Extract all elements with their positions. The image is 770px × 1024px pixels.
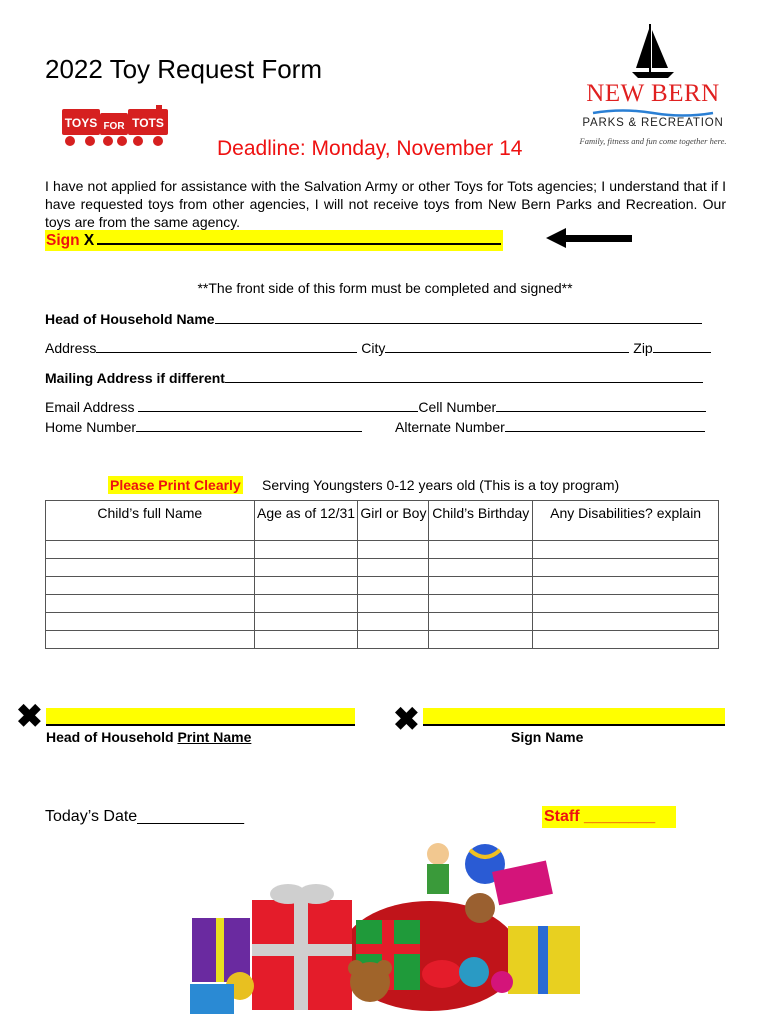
- cell-name[interactable]: [46, 577, 255, 595]
- todays-date-field[interactable]: [45, 808, 244, 826]
- cell-disabilities[interactable]: [533, 559, 719, 577]
- table-row: [46, 613, 719, 631]
- cell-name[interactable]: [46, 541, 255, 559]
- new-bern-subtitle: PARKS & RECREATION: [582, 117, 724, 129]
- staff-field[interactable]: [542, 806, 676, 828]
- cell-blank[interactable]: [496, 399, 706, 412]
- gifts-illustration: [180, 836, 590, 1016]
- staff-label: Staff: [544, 808, 580, 825]
- alternate-blank[interactable]: [505, 419, 705, 432]
- cell-gender[interactable]: [358, 559, 429, 577]
- cell-age[interactable]: [254, 559, 358, 577]
- sign-name-line[interactable]: [423, 708, 725, 726]
- home-label: Home Number: [45, 419, 137, 435]
- cell-age[interactable]: [254, 541, 358, 559]
- cell-gender[interactable]: [358, 577, 429, 595]
- svg-text:TOYS: TOYS: [64, 116, 98, 130]
- cell-birthday[interactable]: [429, 577, 533, 595]
- cell-birthday[interactable]: [429, 631, 533, 649]
- address-label: Address: [45, 340, 97, 356]
- print-name-label: [46, 729, 251, 745]
- svg-text:TOTS: TOTS: [132, 116, 164, 130]
- mailing-address-label: Mailing Address if different: [45, 370, 225, 386]
- cell-name[interactable]: [46, 559, 255, 577]
- head-of-household-blank[interactable]: [215, 311, 702, 324]
- cell-age[interactable]: [254, 595, 358, 613]
- email-blank[interactable]: [138, 399, 418, 412]
- cell-gender[interactable]: [358, 631, 429, 649]
- cell-disabilities[interactable]: [533, 595, 719, 613]
- home-alternate-field[interactable]: [45, 418, 705, 436]
- x-mark-icon: ✖: [393, 701, 420, 737]
- mailing-address-field[interactable]: [45, 369, 703, 387]
- cell-birthday[interactable]: [429, 541, 533, 559]
- head-of-household-label: Head of Household Name: [45, 311, 215, 327]
- cell-disabilities[interactable]: [533, 577, 719, 595]
- table-row: [46, 559, 719, 577]
- front-side-note: **The front side of this form must be completed and signed**: [197, 280, 573, 296]
- svg-text:FOR: FOR: [103, 121, 125, 132]
- table-row: [46, 595, 719, 613]
- table-row: [46, 577, 719, 595]
- sign-label: Sign: [46, 232, 80, 249]
- cell-gender[interactable]: [358, 541, 429, 559]
- form-title: 2022 Toy Request Form: [45, 54, 322, 84]
- col-child-name: Child’s full Name: [46, 501, 255, 541]
- cell-birthday[interactable]: [429, 613, 533, 631]
- zip-blank[interactable]: [653, 340, 711, 353]
- cell-disabilities[interactable]: [533, 541, 719, 559]
- left-arrow-icon: [546, 226, 634, 250]
- cell-name[interactable]: [46, 595, 255, 613]
- table-row: [46, 541, 719, 559]
- todays-date-label: Today’s Date: [45, 808, 138, 825]
- todays-date-blank[interactable]: ____________: [137, 808, 244, 825]
- zip-label: Zip: [633, 340, 653, 356]
- deadline: Deadline: Monday, November 14: [217, 137, 523, 160]
- print-name-line[interactable]: [46, 708, 355, 726]
- cell-gender[interactable]: [358, 613, 429, 631]
- mailing-address-blank[interactable]: [225, 370, 703, 383]
- head-of-household-field[interactable]: [45, 310, 702, 328]
- alternate-label: Alternate Number: [395, 419, 505, 435]
- cell-gender[interactable]: [358, 595, 429, 613]
- cell-age[interactable]: [254, 577, 358, 595]
- cell-birthday[interactable]: [429, 595, 533, 613]
- col-disabilities: Any Disabilities? explain: [533, 501, 719, 541]
- new-bern-tagline: Family, fitness and fun come together here.: [579, 136, 727, 146]
- new-bern-logo: [578, 20, 728, 150]
- email-label: Email Address: [45, 399, 135, 415]
- table-header-row: [46, 501, 719, 541]
- toys-for-tots-logo: [60, 105, 172, 151]
- city-blank[interactable]: [385, 340, 629, 353]
- cell-age[interactable]: [254, 613, 358, 631]
- address-blank[interactable]: [96, 340, 357, 353]
- new-bern-name: NEW BERN: [586, 80, 720, 107]
- email-cell-field[interactable]: [45, 398, 706, 416]
- cell-birthday[interactable]: [429, 559, 533, 577]
- print-name-suffix: Print Name: [177, 729, 252, 745]
- signature-blank[interactable]: [97, 231, 501, 245]
- print-name-prefix: Head of Household: [46, 729, 178, 745]
- col-gender: Girl or Boy: [358, 501, 429, 541]
- x-mark-icon: ✖: [16, 698, 43, 734]
- cell-name[interactable]: [46, 613, 255, 631]
- cell-disabilities[interactable]: [533, 613, 719, 631]
- cell-disabilities[interactable]: [533, 631, 719, 649]
- home-blank[interactable]: [136, 419, 362, 432]
- address-field[interactable]: [45, 339, 711, 357]
- children-table: [45, 500, 719, 649]
- table-row: [46, 631, 719, 649]
- cell-age[interactable]: [254, 631, 358, 649]
- city-label: City: [361, 340, 386, 356]
- col-age: Age as of 12/31: [254, 501, 358, 541]
- cell-label: Cell Number: [418, 399, 497, 415]
- sign-x: X: [83, 232, 95, 249]
- agreement-sign-line[interactable]: [45, 230, 503, 251]
- cell-name[interactable]: [46, 631, 255, 649]
- staff-blank[interactable]: ________: [584, 808, 656, 825]
- serving-note: Serving Youngsters 0-12 years old (This is a toy program): [262, 477, 620, 493]
- sign-name-label: Sign Name: [511, 729, 584, 745]
- col-birthday: Child’s Birthday: [429, 501, 533, 541]
- please-print-clearly: Please Print Clearly: [110, 477, 241, 493]
- agreement-text: I have not applied for assistance with the Salvation Army or other Toys for Tots agencies; I understand that if I have requested toys from other agencies, I will not receive toys from New Bern Parks and Recreation. Our toys are from the same agency.: [45, 178, 726, 230]
